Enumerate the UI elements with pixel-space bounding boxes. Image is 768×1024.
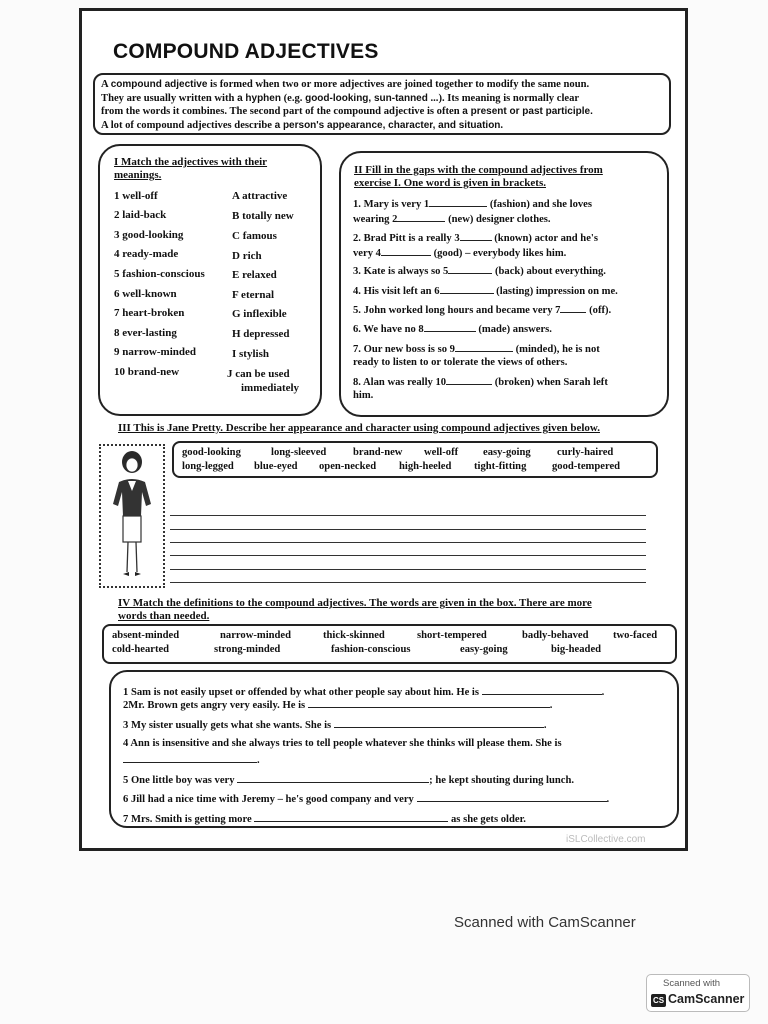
intro-text: ...). Its meaning is normally clear (427, 92, 580, 104)
intro-line (101, 105, 663, 119)
answer-blank[interactable] (381, 245, 431, 256)
gap-fill-sentence (353, 374, 655, 402)
match-meaning: B totally new (232, 210, 294, 222)
gap-fill-sentence (353, 230, 655, 260)
match-adjective: 9 narrow-minded (114, 346, 196, 358)
heading-line: II Fill in the gaps with the compound adjectives from (354, 164, 603, 176)
intro-line (101, 119, 663, 133)
match-adjective: 7 heart-broken (114, 307, 185, 319)
sentence-text: 1. Mary is very 1 (353, 199, 430, 210)
match-meaning: F eternal (232, 289, 275, 301)
sentence-text: as she gets older. (451, 814, 526, 825)
answer-blank[interactable] (424, 321, 476, 332)
sentence-text: 4 Ann is insensitive and she always tries to tell people whatever she thinks will please them. She is (123, 738, 562, 749)
answer-line[interactable] (170, 515, 646, 516)
sentence-text: ; he kept shouting during lunch. (429, 775, 574, 786)
sentence-text: (off). (586, 305, 612, 316)
heading-line: words than needed. (118, 610, 210, 622)
gap-fill-sentence (353, 341, 655, 369)
intro-keyword: good-looking, sun-tanned (305, 92, 428, 104)
sentence-text: 7 Mrs. Smith is getting more (123, 814, 252, 825)
word-chip: absent-minded (112, 630, 180, 641)
intro-box (93, 73, 671, 135)
word-chip: two-faced (613, 630, 658, 641)
word-chip: easy-going (483, 447, 531, 458)
word-chip: fashion-conscious (331, 644, 411, 655)
answer-blank[interactable] (560, 302, 586, 313)
match-meaning-continued: immediately (241, 382, 300, 394)
match-meaning: I stylish (232, 348, 269, 360)
sentence-period: . (257, 755, 260, 766)
sentence-text: 6 Jill had a nice time with Jeremy – he's good company and very (123, 794, 414, 805)
word-chip: high-heeled (399, 461, 452, 472)
definition-sentence-continued (123, 752, 260, 766)
definition-sentence (123, 697, 552, 711)
woman-figure-icon (101, 446, 163, 586)
sentence-text: wearing 2 (353, 214, 398, 225)
match-meaning: J can be used (227, 368, 290, 380)
scanner-caption: Scanned with CamScanner (454, 914, 636, 931)
word-chip: narrow-minded (220, 630, 292, 641)
match-adjective: 1 well-off (114, 190, 158, 202)
intro-keyword: a present or past participle. (462, 106, 593, 118)
answer-blank[interactable] (334, 717, 544, 728)
word-chip: open-necked (319, 461, 377, 472)
sentence-text: ready to listen to or tolerate the views of others. (353, 357, 568, 368)
sentence-text: 5 One little boy was very (123, 775, 235, 786)
heading-line: I Match the adjectives with their (114, 156, 268, 168)
word-chip: thick-skinned (323, 630, 385, 641)
word-chip: good-tempered (552, 461, 621, 472)
sentence-text: 2Mr. Brown gets angry very easily. He is (123, 700, 306, 711)
answer-blank[interactable] (460, 230, 492, 241)
answer-line[interactable] (170, 529, 646, 530)
match-adjective: 5 fashion-conscious (114, 268, 205, 280)
sentence-period: . (601, 687, 605, 698)
sentence-period: . (543, 720, 547, 731)
word-chip: short-tempered (417, 630, 487, 641)
match-meaning: C famous (232, 230, 277, 242)
word-chip: well-off (424, 447, 459, 458)
word-chip: good-looking (182, 447, 241, 458)
intro-text: . (500, 119, 504, 131)
exercise-3-word-box (172, 441, 658, 478)
match-adjective: 6 well-known (114, 288, 177, 300)
jane-pretty-illustration (99, 444, 165, 588)
answer-line[interactable] (170, 542, 646, 543)
exercise-1-heading (114, 156, 267, 182)
intro-keyword: compound adjective (110, 79, 208, 90)
sentence-text: 5. John worked long hours and became very 7 (353, 305, 561, 316)
word-chip: brand-new (353, 447, 403, 458)
intro-line (101, 78, 663, 92)
word-chip: curly-haired (557, 447, 614, 458)
answer-blank[interactable] (448, 263, 492, 274)
intro-text: (e.g. (280, 92, 306, 104)
sentence-text: (known) actor and he's (491, 233, 598, 244)
answer-blank[interactable] (446, 374, 492, 385)
definition-sentence (123, 772, 574, 786)
answer-blank[interactable] (397, 211, 445, 222)
sentence-text: (broken) when Sarah left (492, 377, 608, 388)
match-meaning: G inflexible (232, 308, 287, 320)
definition-sentence (123, 717, 546, 731)
word-chip: long-legged (182, 461, 234, 472)
word-chip: cold-hearted (112, 644, 170, 655)
sentence-text: 2. Brad Pitt is a really 3 (353, 233, 460, 244)
sentence-text: 1 Sam is not easily upset or offended by what other people say about him. He is (123, 687, 479, 698)
intro-keyword: a hyphen (237, 92, 281, 104)
exercise-4-word-box (102, 624, 677, 664)
intro-text: They are usually written with (101, 92, 238, 104)
sentence-text: very 4 (353, 248, 381, 259)
sentence-text: (minded), he is not (512, 344, 600, 355)
sentence-period: . (549, 700, 553, 711)
answer-blank[interactable] (429, 196, 487, 207)
sentence-text: (new) designer clothes. (445, 214, 551, 225)
heading-line: meanings. (114, 169, 162, 181)
word-chip: long-sleeved (271, 447, 327, 458)
gap-fill-sentence (353, 196, 655, 226)
answer-line[interactable] (170, 569, 646, 570)
sentence-text: (good) – everybody likes him. (430, 248, 567, 259)
answer-blank[interactable] (417, 791, 607, 802)
match-meaning: D rich (232, 250, 262, 262)
match-meaning: A attractive (232, 190, 288, 202)
answer-blank[interactable] (308, 697, 550, 708)
intro-line (101, 92, 663, 106)
match-adjective: 3 good-looking (114, 229, 184, 241)
answer-blank[interactable] (455, 341, 513, 352)
definition-sentence (123, 738, 562, 749)
page-title: COMPOUND ADJECTIVES (113, 40, 379, 63)
gap-fill-sentence (353, 283, 655, 298)
intro-text: is formed when two or more adjectives are joined together to modify the same noun. (207, 79, 590, 90)
word-chip: tight-fitting (474, 461, 527, 472)
sentence-text: him. (353, 390, 374, 401)
sentence-text: (made) answers. (475, 324, 552, 335)
islcollective-watermark: iSLCollective.com (566, 834, 646, 845)
answer-line[interactable] (170, 555, 646, 556)
intro-text: from the words it combines. The second part of the compound adjective is often (101, 106, 463, 118)
intro-text: A lot of compound adjectives describe (101, 119, 275, 131)
sentence-text: (lasting) impression on me. (493, 286, 618, 297)
gap-fill-sentence (353, 263, 655, 278)
word-chip: big-headed (551, 644, 602, 655)
answer-blank[interactable] (254, 811, 448, 822)
exercise-2-heading (354, 164, 603, 190)
word-chip: easy-going (460, 644, 508, 655)
sentence-text: 7. Our new boss is so 9 (353, 344, 455, 355)
sentence-text: (back) about everything. (492, 266, 606, 277)
sentence-period: . (606, 794, 610, 805)
intro-text: A (101, 79, 111, 90)
match-adjective: 2 laid-back (114, 209, 167, 221)
answer-blank[interactable] (482, 684, 602, 695)
answer-blank[interactable] (440, 283, 494, 294)
match-meaning: E relaxed (232, 269, 277, 281)
definition-sentence (123, 684, 604, 698)
heading-line: exercise I. One word is given in brackets. (354, 177, 546, 189)
match-adjective: 8 ever-lasting (114, 327, 177, 339)
badge-small-text: Scanned with (663, 978, 721, 989)
definition-sentence (123, 811, 526, 825)
gap-fill-sentence (353, 302, 655, 317)
sentence-text: 4. His visit left an 6 (353, 286, 440, 297)
answer-blank[interactable] (123, 752, 257, 763)
intro-keyword: a person's appearance, character, and situation (274, 119, 501, 131)
sentence-text: 8. Alan was really 10 (353, 377, 447, 388)
sentence-text: 3. Kate is always so 5 (353, 266, 449, 277)
camscanner-badge (646, 974, 750, 1012)
badge-brand-text: CamScanner (668, 992, 745, 1006)
word-chip: badly-behaved (522, 630, 589, 641)
definition-sentence (123, 791, 609, 805)
exercise-3-heading: III This is Jane Pretty. Describe her appearance and character using compound adjectives given below. (118, 422, 600, 434)
sentence-text: (fashion) and she loves (487, 199, 592, 210)
match-adjective: 10 brand-new (114, 366, 180, 378)
gap-fill-sentence (353, 321, 655, 336)
match-adjective: 4 ready-made (114, 248, 179, 260)
exercise-4-heading (118, 597, 658, 623)
sentence-text: 6. We have no 8 (353, 324, 424, 335)
camscanner-logo-icon: CS (652, 996, 665, 1005)
answer-blank[interactable] (237, 772, 429, 783)
answer-line[interactable] (170, 582, 646, 583)
sentence-text: 3 My sister usually gets what she wants. She is (123, 720, 332, 731)
match-meaning: H depressed (232, 328, 290, 340)
word-chip: blue-eyed (254, 461, 298, 472)
heading-line: IV Match the definitions to the compound adjectives. The words are given in the box. There are more (118, 597, 592, 609)
word-chip: strong-minded (214, 644, 281, 655)
